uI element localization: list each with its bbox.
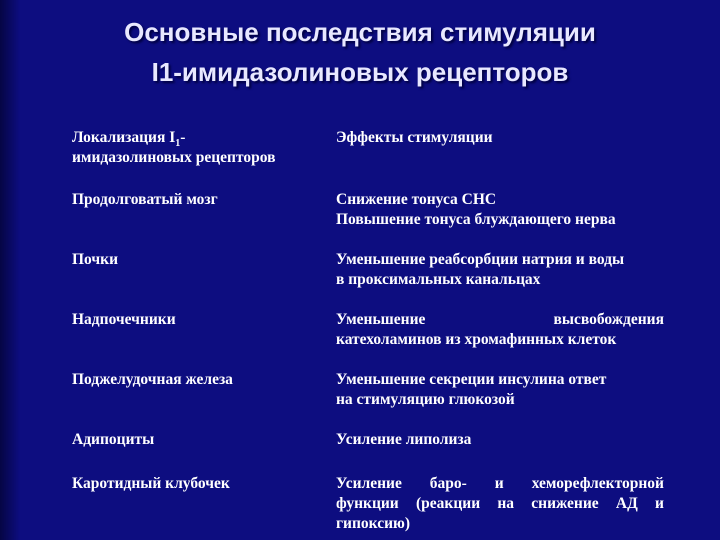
effect-line: Снижение тонуса СНС xyxy=(336,191,497,208)
header-location-line2: имидазолиновых рецепторов xyxy=(72,149,276,166)
title-line-2: I1-имидазолиновых рецепторов xyxy=(151,57,569,87)
effect-line: катехоламинов из хромафинных клеток xyxy=(336,331,617,348)
table-row xyxy=(72,430,672,474)
table-row xyxy=(72,250,672,310)
effect-line: Уменьшение секреции инсулина ответ xyxy=(336,371,607,388)
row-location: Почки xyxy=(72,251,119,268)
effect-line: Усиление липолиза xyxy=(336,431,472,448)
effect-line-justified xyxy=(336,310,664,330)
effect-word: Уменьшение xyxy=(336,311,426,328)
effect-line-justified xyxy=(336,474,664,494)
effect-word: Усиление xyxy=(336,475,402,492)
title-line-1: Основные последствия стимуляции xyxy=(124,17,596,47)
effect-line: в проксимальных канальцах xyxy=(336,271,541,288)
effect-line: Уменьшение реабсорбции натрия и воды xyxy=(336,251,625,268)
header-location-sub: 1 xyxy=(175,138,181,150)
header-effects xyxy=(336,128,664,190)
row-effect xyxy=(336,250,664,310)
row-effect xyxy=(336,370,664,430)
row-location: Адипоциты xyxy=(72,431,155,448)
effect-word: высвобождения xyxy=(553,311,664,328)
row-effect xyxy=(336,474,664,536)
effect-line: на стимуляцию глюкозой xyxy=(336,391,515,408)
slide-left-bar xyxy=(0,0,20,540)
effect-word: и xyxy=(655,495,664,512)
row-location: Каротидный клубочек xyxy=(72,475,230,492)
effect-word: функции xyxy=(336,495,399,512)
row-location: Продолговатый мозг xyxy=(72,191,218,208)
effects-table xyxy=(72,128,672,536)
header-location-b: - xyxy=(180,129,186,146)
effect-word: баро- xyxy=(429,475,467,492)
slide-title xyxy=(30,12,690,92)
table-row xyxy=(72,310,672,370)
effect-word: (реакции xyxy=(415,495,481,512)
effect-word: хеморефлекторной xyxy=(531,475,664,492)
effect-word: снижение xyxy=(531,495,599,512)
effect-line-justified xyxy=(336,494,664,514)
row-effect xyxy=(336,430,664,474)
table-row xyxy=(72,190,672,250)
table-header-row xyxy=(72,128,672,190)
effect-line: гипоксию) xyxy=(336,515,411,532)
row-effect xyxy=(336,310,664,370)
effect-line: Повышение тонуса блуждающего нерва xyxy=(336,211,616,228)
row-location: Поджелудочная железа xyxy=(72,371,233,388)
header-location-a: Локализация I xyxy=(72,129,176,146)
effect-word: на xyxy=(497,495,515,512)
header-effects-label: Эффекты стимуляции xyxy=(336,129,493,146)
header-location xyxy=(72,128,336,190)
table-row xyxy=(72,474,672,536)
effect-word: АД xyxy=(615,495,638,512)
row-effect xyxy=(336,190,664,250)
table-row xyxy=(72,370,672,430)
effect-word: и xyxy=(494,475,504,492)
row-location: Надпочечники xyxy=(72,311,176,328)
